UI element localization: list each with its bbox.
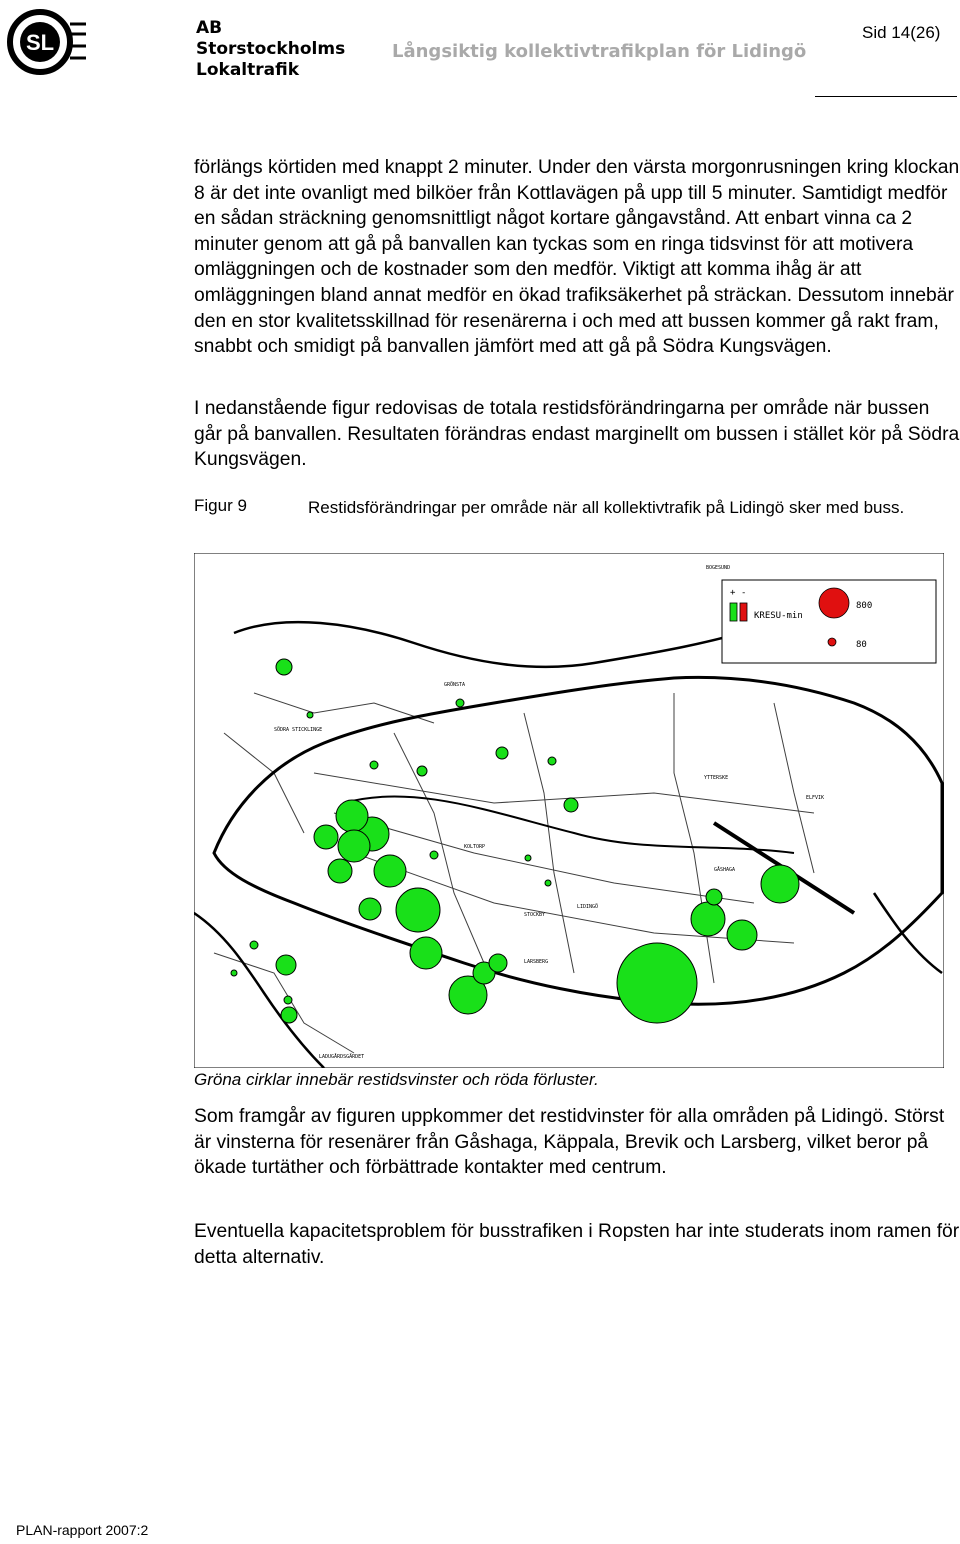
place-label-sodra-sticklinge: SÖDRA STICKLINGE bbox=[274, 727, 323, 733]
sl-logo-text: SL bbox=[25, 30, 55, 55]
gain-circle bbox=[336, 800, 368, 832]
company-line-3: Lokaltrafik bbox=[196, 60, 300, 80]
legend-small-value: 80 bbox=[856, 640, 867, 650]
legend-small-circle bbox=[828, 638, 836, 646]
map-legend bbox=[722, 580, 936, 663]
gain-circle bbox=[706, 889, 722, 905]
place-label-elfvik: ELFVIK bbox=[806, 795, 825, 801]
company-name bbox=[196, 18, 345, 81]
gain-circle bbox=[231, 970, 237, 976]
gain-circle bbox=[370, 761, 378, 769]
gain-circle bbox=[761, 865, 799, 903]
gain-circle bbox=[430, 851, 438, 859]
gain-circle bbox=[548, 757, 556, 765]
figure-label: Figur 9 bbox=[194, 496, 247, 515]
document-title: Långsiktig kollektivtrafikplan för Lidingö bbox=[392, 41, 807, 62]
gain-circle bbox=[284, 996, 292, 1004]
gain-circle bbox=[338, 830, 370, 862]
gain-circle bbox=[525, 855, 531, 861]
gain-circle bbox=[314, 825, 338, 849]
gain-circle bbox=[496, 747, 508, 759]
company-line-1: AB bbox=[196, 18, 223, 38]
legend-gain-swatch bbox=[730, 603, 737, 621]
travel-time-map bbox=[194, 553, 944, 1068]
paragraph-1: förlängs körtiden med knappt 2 minuter. Under den värsta morgonrusningen kring klockan 8 är det inte ovanligt med bilköer från Kottlavägen på upp till 5 minuter. Samtidigt medför en sådan sträckning genomsnittligt något kortare gångavstånd. Att enbart vinna ca 2 minuter genom att gå på banvallen kan tyckas som en ringa tidsvinst för att motivera omläggningen och de kostnader som den medför. Viktigt att komma ihåg är att omläggningen bland annat medför en ökad trafiksäkerhet på sträckan. Dessutom innebär den en stor kvalitetsskillnad för resenärerna i och med att bussen kommer gå rakt fram, snabbt och smidigt på banvallen jämfört med att gå på Södra Kungsvägen. bbox=[194, 157, 960, 358]
gain-circle bbox=[691, 902, 725, 936]
gain-circle bbox=[564, 798, 578, 812]
legend-big-circle bbox=[819, 588, 849, 618]
gain-circle bbox=[281, 1007, 297, 1023]
paragraph-4: Eventuella kapacitetsproblem för busstrafiken i Ropsten har inte studerats inom ramen för detta alternativ. bbox=[194, 1221, 960, 1268]
place-label-ytterske: YTTERSKE bbox=[704, 775, 729, 781]
sl-logo bbox=[2, 6, 86, 78]
place-label-koltorp: KOLTORP bbox=[464, 844, 486, 850]
company-line-2: Storstockholms bbox=[196, 39, 346, 59]
paragraph-2: I nedanstående figur redovisas de totala restidsförändringarna per område när bussen går på banvallen. Resultaten förändras endast marginellt om bussen i stället kör på Södra Kungsvägen. bbox=[194, 398, 960, 471]
map-note: Gröna cirklar innebär restidsvinster och röda förluster. bbox=[194, 1070, 599, 1089]
gain-circle bbox=[250, 941, 258, 949]
place-label-stockby: STOCKBY bbox=[524, 912, 546, 918]
legend-big-value: 800 bbox=[856, 601, 873, 611]
place-label-lidingo: LIDINGÖ bbox=[577, 904, 599, 910]
gain-circle bbox=[276, 955, 296, 975]
gain-circle bbox=[617, 943, 697, 1023]
gain-circle bbox=[410, 937, 442, 969]
gain-circle bbox=[374, 855, 406, 887]
place-label-larsberg: LARSBERG bbox=[524, 959, 549, 965]
gain-circle bbox=[489, 954, 507, 972]
footer-text: PLAN-rapport 2007:2 bbox=[16, 1522, 149, 1538]
legend-minus: - bbox=[741, 588, 747, 598]
gain-circle bbox=[456, 699, 464, 707]
gain-circle bbox=[276, 659, 292, 675]
figure-caption: Restidsförändringar per område när all kollektivtrafik på Lidingö sker med buss. bbox=[308, 498, 905, 517]
place-label-gronsta: GRÖNSTA bbox=[444, 682, 466, 688]
page-number: Sid 14(26) bbox=[862, 23, 941, 42]
gain-circle bbox=[396, 888, 440, 932]
gain-circle bbox=[727, 920, 757, 950]
gain-circle bbox=[545, 880, 551, 886]
legend-loss-swatch bbox=[740, 603, 747, 621]
header-rule bbox=[815, 96, 957, 97]
gain-circle bbox=[307, 712, 313, 718]
gain-circle bbox=[417, 766, 427, 776]
legend-unit-label: KRESU-min bbox=[754, 611, 803, 621]
place-label-bogesund: BOGESUND bbox=[706, 565, 731, 571]
paragraph-3: Som framgår av figuren uppkommer det restidvinster för alla områden på Lidingö. Störst är vinsterna för resenärer från Gåshaga, Käppala, Brevik och Larsberg, vilket beror på ökade turtäther och förbättrade kontakter med centrum. bbox=[194, 1106, 945, 1179]
gain-circle bbox=[359, 898, 381, 920]
place-label-gashaga: GÅSHAGA bbox=[714, 867, 736, 873]
gain-circle bbox=[328, 859, 352, 883]
place-label-ladugardsgardet: LADUGÅRDSGÄRDET bbox=[319, 1054, 365, 1060]
legend-plus: + bbox=[730, 588, 736, 598]
